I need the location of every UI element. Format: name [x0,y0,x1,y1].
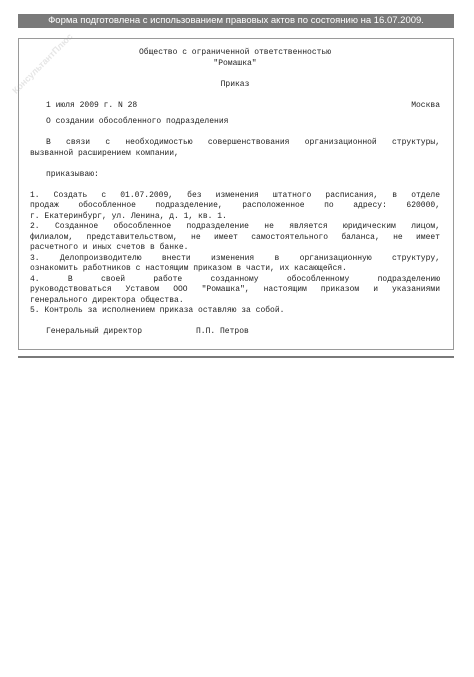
signature-position: Генеральный директор [46,327,143,336]
item-4-line-3: генерального директора общества. [30,295,184,305]
item-4-line-2: руководствоваться Уставом ООО "Ромашка", настоящим приказом и указаниями [30,285,440,294]
order-word: приказываю: [46,169,99,179]
item-2-line-1: 2. Созданное обособленное подразделение не является юридическим лицом, [30,222,440,231]
item-3-line-2: ознакомить работников с настоящим приказом в части, их касающейся. [30,264,347,273]
org-name-line-2: "Ромашка" [213,58,257,68]
watermark-logo: КонсультантПлюс [10,31,75,96]
bottom-divider [18,356,454,358]
date-number: 1 июля 2009 г. N 28 [46,100,138,110]
preamble-line-1: В связи с необходимостью совершенствования организационной структуры, [46,138,440,147]
item-2-line-2: филиалом, представительством, не имеет самостоятельного баланса, не имеет [30,232,440,242]
signature-row [30,327,440,338]
item-1-line-2: продаж обособленное подразделение, расположенное по адресу: 620000, [30,201,440,210]
item-1-line-3: г. Екатеринбург, ул. Ленина, д. 1, кв. 1. [30,211,227,221]
city: Москва [411,100,440,110]
item-3-line-1: 3. Делопроизводителю внести изменения в организационную структуру, [30,253,440,263]
item-2-line-3: расчетного и иных счетов в банке. [30,243,189,252]
header-banner: Форма подготовлена с использованием правовых актов по состоянию на 16.07.2009. [18,14,454,28]
signature-name: П.П. Петров [196,327,249,336]
document-body [30,48,440,338]
subject: О создании обособленного подразделения [46,117,229,126]
item-1-line-1: 1. Создать с 01.07.2009, без изменения штатного расписания, в отделе [30,190,440,200]
item-4-line-1: 4. В своей работе созданному обособленному подразделению [30,274,440,284]
item-5-line-1: 5. Контроль за исполнением приказа оставляю за собой. [30,306,285,315]
org-name-line-1: Общество с ограниченной ответственностью [138,48,332,57]
date-city-row [30,101,440,112]
document-type: Приказ [220,79,250,89]
preamble-line-2: вызванной расширением компании, [30,148,179,158]
